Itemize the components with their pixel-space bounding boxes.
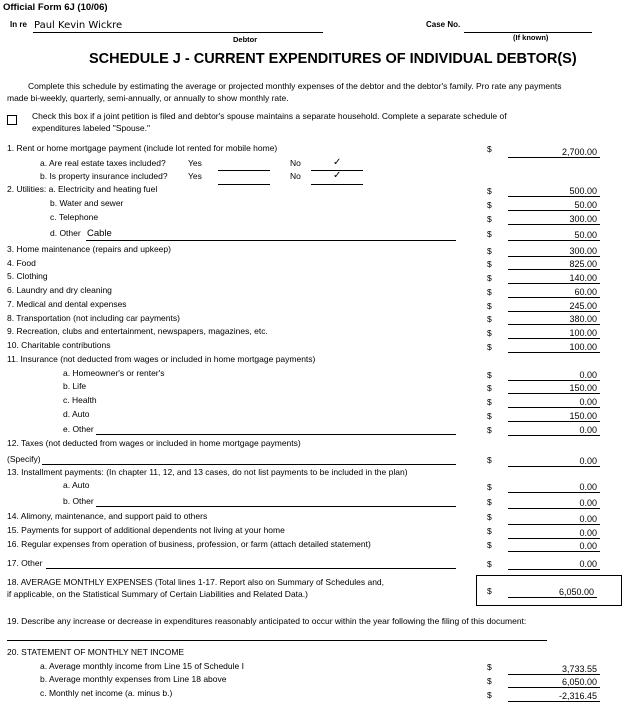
line1-underline — [508, 157, 600, 158]
line13b-underline — [508, 508, 600, 509]
line2b-amount[interactable]: 50.00 — [574, 200, 597, 210]
line20b-dollar: $ — [487, 676, 492, 686]
line10-label: 10. Charitable contributions — [7, 340, 111, 350]
line2b-dollar: $ — [487, 200, 492, 210]
line12-specify-line[interactable] — [42, 464, 456, 465]
debtor-label: Debtor — [233, 35, 258, 44]
line13a-underline — [508, 492, 600, 493]
line11b-label: b. Life — [63, 381, 87, 391]
case-no-label: Case No. — [426, 20, 461, 29]
line18-underline — [508, 597, 597, 598]
line11d-underline — [508, 421, 600, 422]
line11a-dollar: $ — [487, 370, 492, 380]
line11e-amount[interactable]: 0.00 — [579, 425, 597, 435]
line20a-amount[interactable]: 3,733.55 — [561, 664, 597, 674]
line2a-amount[interactable]: 500.00 — [569, 186, 597, 196]
line13a-dollar: $ — [487, 482, 492, 492]
line7-dollar: $ — [487, 301, 492, 311]
line13b-label: b. Other — [63, 496, 94, 506]
line5-dollar: $ — [487, 273, 492, 283]
line17-underline — [508, 569, 600, 570]
line11c-dollar: $ — [487, 397, 492, 407]
line14-dollar: $ — [487, 512, 492, 522]
line18-label-line1: 18. AVERAGE MONTHLY EXPENSES (Total lines 1-17. Report also on Summary of Schedules and, — [7, 577, 385, 587]
line4-dollar: $ — [487, 259, 492, 269]
line11c-underline — [508, 407, 600, 408]
line2d-amount[interactable]: 50.00 — [574, 230, 597, 240]
check-instructions-line2: expenditures labeled "Spouse." — [32, 123, 151, 133]
line13-label: 13. Installment payments: (In chapter 11, 12, and 13 cases, do not list payments to be included in the plan) — [7, 467, 408, 477]
line12-dollar: $ — [487, 455, 492, 465]
line13a-amount[interactable]: 0.00 — [579, 482, 597, 492]
line2a-underline — [508, 196, 600, 197]
line14-amount[interactable]: 0.00 — [579, 514, 597, 524]
debtor-name[interactable]: Paul Kevin Wickre — [34, 20, 123, 31]
line5-label: 5. Clothing — [7, 271, 48, 281]
line2c-label: c. Telephone — [50, 212, 99, 222]
line15-underline — [508, 538, 600, 539]
line1a-check-mark: ✓ — [333, 157, 342, 168]
line3-dollar: $ — [487, 246, 492, 256]
line20a-underline — [508, 674, 600, 675]
line9-dollar: $ — [487, 328, 492, 338]
line11d-amount[interactable]: 150.00 — [569, 411, 597, 421]
joint-petition-checkbox[interactable] — [7, 115, 17, 125]
line1a-yes: Yes — [188, 158, 202, 168]
line12-amount[interactable]: 0.00 — [579, 456, 597, 466]
line1b-yes-line[interactable] — [218, 184, 270, 185]
line20-label: 20. STATEMENT OF MONTHLY NET INCOME — [7, 647, 185, 657]
line2d-underline — [508, 240, 600, 241]
line19-label: 19. Describe any increase or decrease in expenditures reasonably anticipated to occur within the year following the filing of this document: — [7, 616, 527, 626]
line11e-label: e. Other — [63, 424, 94, 434]
line20c-underline — [508, 701, 600, 702]
line2a-label: 2. Utilities: a. Electricity and heating fuel — [7, 184, 158, 194]
line14-underline — [508, 524, 600, 525]
line3-underline — [508, 256, 600, 257]
line20c-amount[interactable]: -2,316.45 — [558, 691, 597, 701]
line15-dollar: $ — [487, 526, 492, 536]
line16-underline — [508, 551, 600, 552]
line9-underline — [508, 338, 600, 339]
line1b-check-mark: ✓ — [333, 170, 342, 181]
line2d-other-line — [86, 240, 456, 241]
line12-label: 12. Taxes (not deducted from wages or included in home mortgage payments) — [7, 438, 301, 448]
form-id: Official Form 6J (10/06) — [3, 2, 108, 13]
check-instructions-line1: Check this box if a joint petition is filed and debtor's spouse maintains a separate household. Complete a separate schedule of — [32, 111, 507, 121]
line20b-amount[interactable]: 6,050.00 — [561, 677, 597, 687]
line6-underline — [508, 297, 600, 298]
line1b-yes: Yes — [188, 171, 202, 181]
line6-amount[interactable]: 60.00 — [574, 287, 597, 297]
line9-amount[interactable]: 100.00 — [569, 328, 597, 338]
line8-dollar: $ — [487, 314, 492, 324]
line15-amount[interactable]: 0.00 — [579, 528, 597, 538]
line1-dollar: $ — [487, 144, 492, 154]
line1b-no-line[interactable] — [311, 184, 363, 185]
line16-dollar: $ — [487, 540, 492, 550]
line2c-underline — [508, 224, 600, 225]
line1-amount[interactable]: 2,700.00 — [561, 147, 597, 157]
line11e-underline — [508, 435, 600, 436]
line19-description-line[interactable] — [7, 640, 547, 641]
line1a-label: a. Are real estate taxes included? — [40, 158, 166, 168]
line3-label: 3. Home maintenance (repairs and upkeep) — [7, 244, 171, 254]
line11a-underline — [508, 380, 600, 381]
line4-label: 4. Food — [7, 258, 36, 268]
line11e-dollar: $ — [487, 425, 492, 435]
line11b-dollar: $ — [487, 383, 492, 393]
if-known-label: (If known) — [513, 33, 549, 42]
line8-amount[interactable]: 380.00 — [569, 314, 597, 324]
line11c-amount[interactable]: 0.00 — [579, 397, 597, 407]
line20b-underline — [508, 687, 600, 688]
line6-label: 6. Laundry and dry cleaning — [7, 285, 112, 295]
line2c-dollar: $ — [487, 214, 492, 224]
line1-label: 1. Rent or home mortgage payment (include lot rented for mobile home) — [7, 143, 278, 153]
line13b-dollar: $ — [487, 497, 492, 507]
line14-label: 14. Alimony, maintenance, and support paid to others — [7, 511, 208, 521]
line2c-amount[interactable]: 300.00 — [569, 214, 597, 224]
line7-label: 7. Medical and dental expenses — [7, 299, 127, 309]
line11-label: 11. Insurance (not deducted from wages or included in home mortgage payments) — [7, 354, 316, 364]
line15-label: 15. Payments for support of additional dependents not living at your home — [7, 525, 285, 535]
line11b-underline — [508, 393, 600, 394]
line2d-dollar: $ — [487, 229, 492, 239]
line17-amount[interactable]: 0.00 — [579, 559, 597, 569]
line4-underline — [508, 269, 600, 270]
line1b-no: No — [290, 171, 301, 181]
line11b-amount[interactable]: 150.00 — [569, 383, 597, 393]
line17-label: 17. Other — [7, 558, 43, 568]
line13b-other-line[interactable] — [96, 506, 456, 507]
line13b-amount[interactable]: 0.00 — [579, 498, 597, 508]
line3-amount[interactable]: 300.00 — [569, 246, 597, 256]
line10-dollar: $ — [487, 342, 492, 352]
instructions-line2: made bi-weekly, quarterly, semi-annually, or annually to show monthly rate. — [7, 93, 289, 103]
line2b-label: b. Water and sewer — [50, 198, 124, 208]
line20a-dollar: $ — [487, 662, 492, 672]
line20b-label: b. Average monthly expenses from Line 18 above — [40, 674, 227, 684]
line11c-label: c. Health — [63, 395, 97, 405]
line8-underline — [508, 324, 600, 325]
in-re-label: In re — [10, 20, 27, 29]
line5-amount[interactable]: 140.00 — [569, 273, 597, 283]
line10-amount[interactable]: 100.00 — [569, 342, 597, 352]
line4-amount[interactable]: 825.00 — [569, 259, 597, 269]
line1b-label: b. Is property insurance included? — [40, 171, 168, 181]
line1a-no: No — [290, 158, 301, 168]
line17-dollar: $ — [487, 559, 492, 569]
line12-underline — [508, 466, 600, 467]
line10-underline — [508, 352, 600, 353]
line7-underline — [508, 311, 600, 312]
line17-other-line[interactable] — [46, 568, 456, 569]
line16-amount[interactable]: 0.00 — [579, 541, 597, 551]
line20c-label: c. Monthly net income (a. minus b.) — [40, 688, 173, 698]
line18-label-line2: if applicable, on the Statistical Summary of Certain Liabilities and Related Data.) — [7, 589, 308, 599]
line2d-other-value[interactable]: Cable — [87, 228, 112, 239]
debtor-name-line — [33, 32, 323, 33]
page-title: SCHEDULE J - CURRENT EXPENDITURES OF INDIVIDUAL DEBTOR(S) — [89, 51, 577, 67]
line2a-dollar: $ — [487, 186, 492, 196]
line7-amount[interactable]: 245.00 — [569, 301, 597, 311]
line2d-label: d. Other — [50, 228, 81, 238]
line1a-yes-line[interactable] — [218, 170, 270, 171]
line12-specify-label: (Specify) — [7, 454, 41, 464]
line11e-other-line[interactable] — [96, 434, 456, 435]
line11a-label: a. Homeowner's or renter's — [63, 368, 165, 378]
line6-dollar: $ — [487, 287, 492, 297]
line18-dollar: $ — [487, 586, 492, 596]
line16-label: 16. Regular expenses from operation of business, profession, or farm (attach detailed statement) — [7, 539, 371, 549]
line9-label: 9. Recreation, clubs and entertainment, newspapers, magazines, etc. — [7, 326, 268, 336]
line5-underline — [508, 283, 600, 284]
instructions-line1: Complete this schedule by estimating the average or projected monthly expenses of the debtor and the debtor's family. Pro rate any payments — [28, 81, 562, 91]
line20c-dollar: $ — [487, 690, 492, 700]
line11a-amount[interactable]: 0.00 — [579, 370, 597, 380]
line13a-label: a. Auto — [63, 480, 90, 490]
line20a-label: a. Average monthly income from Line 15 of Schedule I — [40, 661, 244, 671]
line11d-label: d. Auto — [63, 409, 90, 419]
line11d-dollar: $ — [487, 411, 492, 421]
line8-label: 8. Transportation (not including car payments) — [7, 313, 180, 323]
line2b-underline — [508, 210, 600, 211]
line18-amount[interactable]: 6,050.00 — [558, 587, 594, 597]
